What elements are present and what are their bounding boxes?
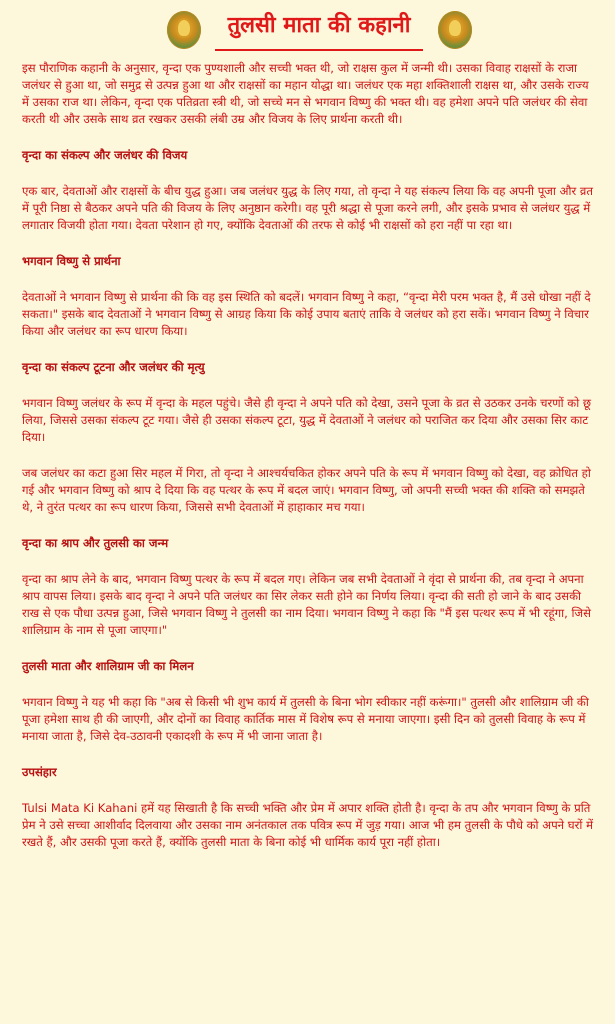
paragraph-union: भगवान विष्णु ने यह भी कहा कि "अब से किसी भी शुभ कार्य में तुलसी के बिना भोग स्वीकार नहीं करूंगा।" तुलसी और शालिग्राम जी की पूजा हमेशा साथ ही की जाएगी, और दोनों का विवाह कार्तिक मास में विशेष रूप से मनाया जाएगा। इसी दिन को तुलसी विवाह के रूप में मनाया जाता है, जिसे देव-उठावनी एकादशी के रूप में भी जाना जाता है। [22,695,589,743]
section-heading-vrinda-resolve: वृन्दा का संकल्प और जलंधर की विजय [22,148,188,162]
tulsi-mata-medallion-right [438,11,472,49]
paragraph-resolve-broken: भगवान विष्णु जलंधर के रूप में वृन्दा के महल पहुंचे। जैसे ही वृन्दा ने अपने पति को देखा, उसने पूजा के व्रत से उठकर उनके चरणों को छू लिया, जिससे उसका संकल्प टूट गया। जैसे ही उसका संकल्प टूटा, युद्ध में देवताओं ने जलंधर को पराजित कर दिया और उसका सिर काट दिया। [22,396,592,444]
paragraph-prayer: देवताओं ने भगवान विष्णु से प्रार्थना की कि वह इस स्थिति को बदलें। भगवान विष्णु ने कहा, “वृन्दा मेरी परम भक्त है, मैं उसे धोखा नहीं दे सकता।" इसके बाद देवताओं ने भगवान विष्णु से आग्रह किया कि कोई उपाय बताएं ताकि वे जलंधर को हरा सकें। भगवान विष्णु ने विचार किया और जलंधर का रूप धारण किया। [22,290,591,338]
paragraph-conclusion: Tulsi Mata Ki Kahani हमें यह सिखाती है कि सच्ची भक्ति और प्रेम में अपार शक्ति होती है। वृन्दा के तप और भगवान विष्णु के प्रति प्रेम ने उसे सच्चा आशीर्वाद दिलवाया और उसका नाम अनंतकाल तक पवित्र रूप में जुड़ गया। आज भी हम तुलसी के पौधे को अपने घरों में रखते हैं, और उसकी पूजा करते हैं, क्योंकि तुलसी माता के बिना कोई भी धार्मिक कार्य पूरा नहीं होता। [22,801,594,849]
title-underline [215,49,423,51]
intro-paragraph: इस पौराणिक कहानी के अनुसार, वृन्दा एक पुण्यशाली और सच्ची भक्त थी, जो राक्षस कुल में जन्मी थी। उसका विवाह राक्षसों के राजा जलंधर से हुआ था, जो समुद्र से उत्पन्न हुआ था और राक्षसों का महान योद्धा था। जलंधर एक महा शक्तिशाली राक्षस था, और उसके राज्य में उसका राज था। लेकिन, वृन्दा एक पतिव्रता स्त्री थी, जो सच्चे मन से भगवान विष्णु की भक्त थी। वह हमेशा अपने पति जलंधर की सेवा करती थी और उसके साथ व्रत रखकर उसकी लंबी उम्र और विजय के लिए प्रार्थना करती थी। [22,61,589,126]
story-content [22,60,596,870]
section-heading-prayer: भगवान विष्णु से प्रार्थना [22,254,121,268]
section-heading-tulsi-birth: वृन्दा का श्राप और तुलसी का जन्म [22,536,169,550]
tulsi-mata-medallion-left [167,11,201,49]
page-title: तुलसी माता की कहानी [227,13,411,38]
page-header [0,4,615,56]
section-heading-conclusion: उपसंहार [22,765,57,779]
section-heading-resolve-broken: वृन्दा का संकल्प टूटना और जलंधर की मृत्यु [22,360,205,374]
paragraph-curse: जब जलंधर का कटा हुआ सिर महल में गिरा, तो वृन्दा ने आश्चर्यचकित होकर अपने पति के रूप में भगवान विष्णु को देखा, वह क्रोधित हो गई और भगवान विष्णु को श्राप दे दिया कि वह पत्थर के रूप में बदल जाएं। भगवान विष्णु, जो अपनी सच्ची भक्त की शक्ति को समझते थे, ने तुरंत पत्थर का रूप धारण किया, जिससे सभी देवताओं में हाहाकार मच गया। [22,466,591,514]
paragraph-tulsi-birth: वृन्दा का श्राप लेने के बाद, भगवान विष्णु पत्थर के रूप में बदल गए। लेकिन जब सभी देवताओं ने वृंदा से प्रार्थना की, तब वृन्दा ने अपना श्राप वापस लिया। इसके बाद वृन्दा ने अपने पति जलंधर का सिर लेकर सती होने का निर्णय लिया। वृन्दा की सती हो जाने के बाद उसकी राख से एक पौधा उत्पन्न हुआ, जिसे भगवान विष्णु ने तुलसी का नाम दिया। भगवान विष्णु ने कहा कि "मैं इस पत्थर रूप में भी रहूंगा, जिसे शालिग्राम के नाम से पूजा जाएगा।" [22,572,591,637]
paragraph-battle: एक बार, देवताओं और राक्षसों के बीच युद्ध हुआ। जब जलंधर युद्ध के लिए गया, तो वृन्दा ने यह संकल्प लिया कि वह अपनी पूजा और व्रत में पूरी निष्ठा से बैठकर अपने पति की विजय के लिए अनुष्ठान करेगी। वह पूरी श्रद्धा से पूजा करने लगी, और इसके प्रभाव से जलंधर युद्ध में लगातार विजयी होता गया। देवता परेशान हो गए, क्योंकि देवताओं की तरफ से कोई भी राक्षसों को हरा नहीं पा रहा था। [22,184,593,232]
section-heading-union: तुलसी माता और शालिग्राम जी का मिलन [22,659,194,673]
